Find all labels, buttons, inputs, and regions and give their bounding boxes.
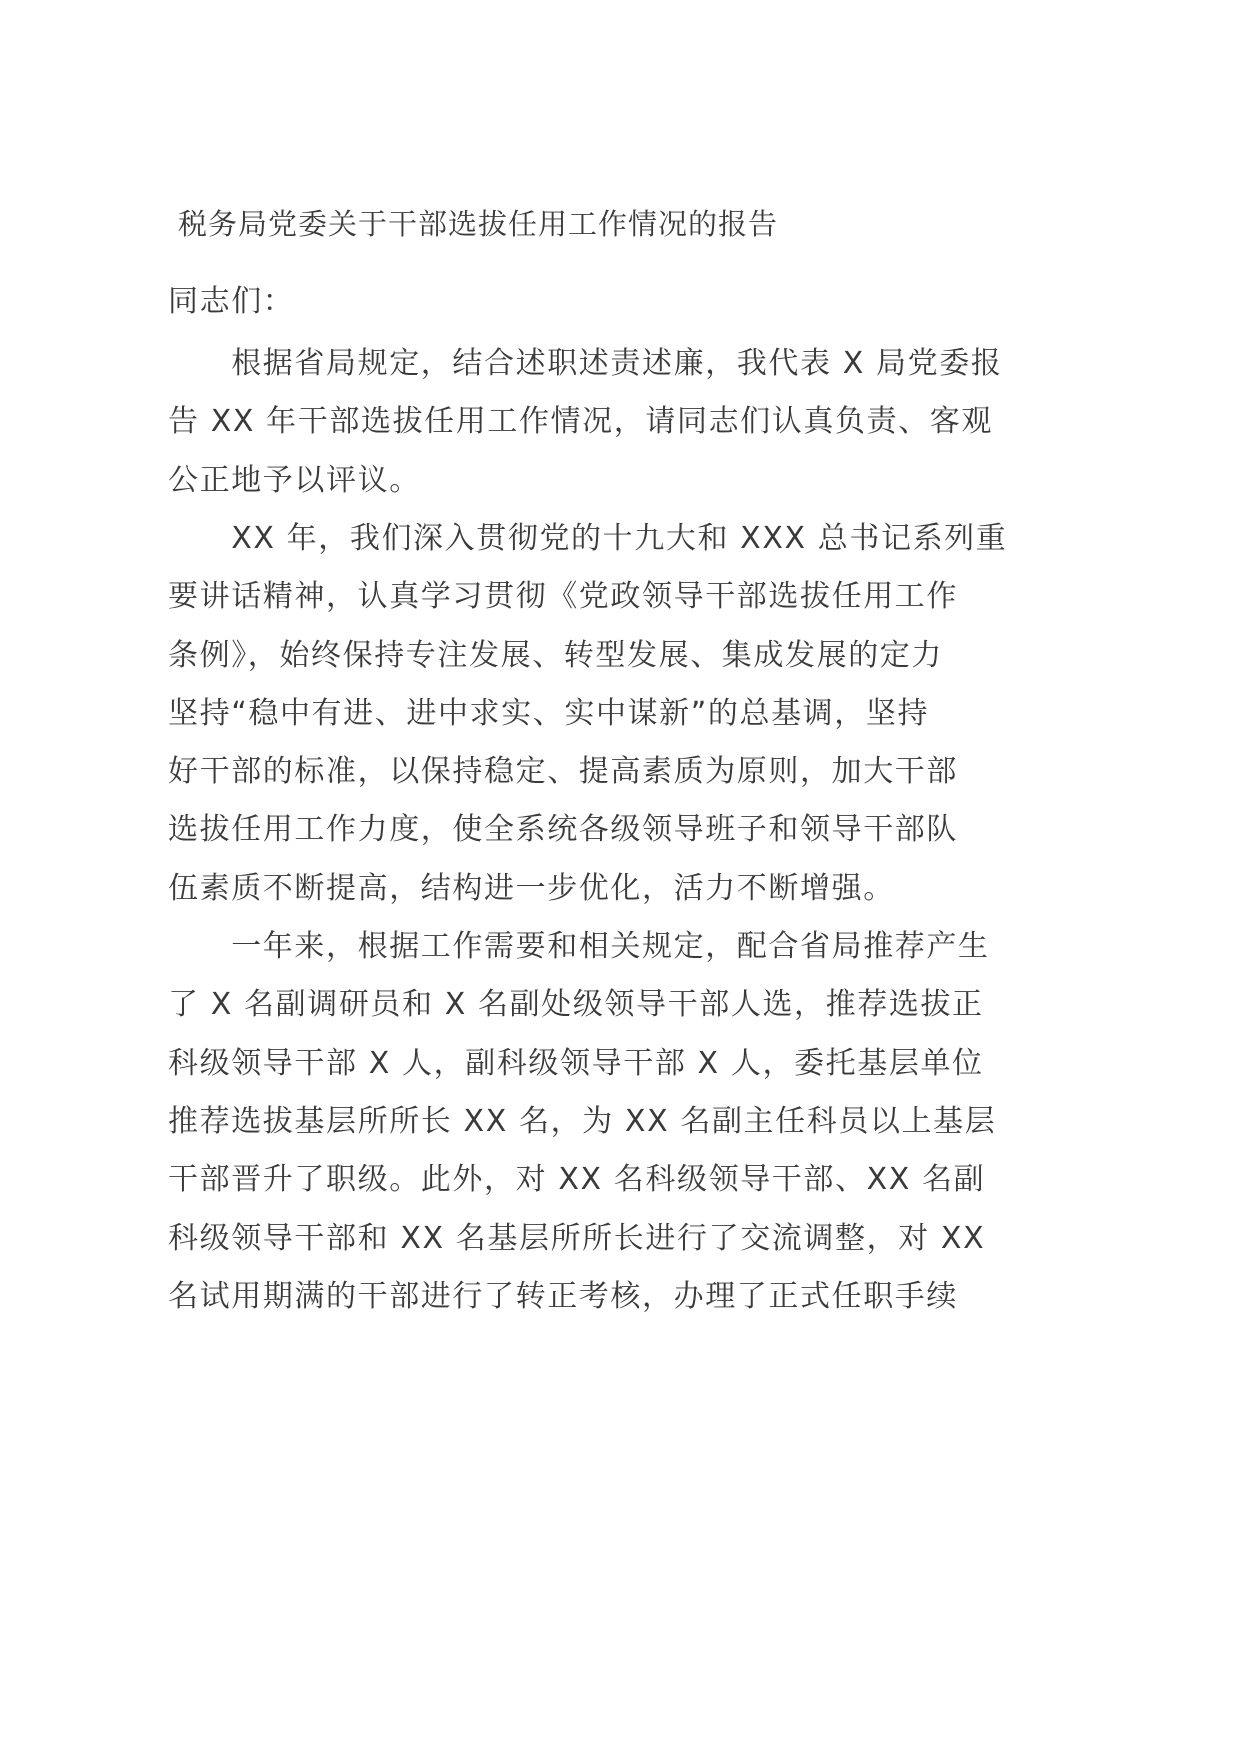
body-text-line: 干部晋升了职级。此外，对 XX 名科级领导干部、XX 名副 xyxy=(168,1162,986,1198)
body-text-line: 推荐选拔基层所所长 XX 名，为 XX 名副主任科员以上基层 xyxy=(168,1103,997,1139)
body-text-line: 名试用期满的干部进行了转正考核，办理了正式任职手续 xyxy=(168,1278,958,1314)
body-text-line: 公正地予以评议。 xyxy=(168,462,421,498)
body-text-line: 要讲话精神，认真学习贯彻《党政领导干部选拔任用工作 xyxy=(168,579,958,615)
body-text-line: XX 年，我们深入贯彻党的十九大和 XXX 总书记系列重 xyxy=(168,520,1008,556)
body-text-line: 条例》，始终保持专注发展、转型发展、集成发展的定力 xyxy=(168,637,943,673)
body-text-line: 选拔任用工作力度，使全系统各级领导班子和领导干部队 xyxy=(168,812,958,848)
body-text-line: 科级领导干部和 XX 名基层所所长进行了交流调整，对 XX xyxy=(168,1220,986,1256)
body-text-line: 告 XX 年干部选拔任用工作情况，请同志们认真负责、客观 xyxy=(168,404,993,440)
body-text-line: 了 X 名副调研员和 X 名副处级领导干部人选，推荐选拔正 xyxy=(168,987,984,1023)
body-text-line: 伍素质不断提高，结构进一步优化，活力不断增强。 xyxy=(168,870,895,906)
document-title: 税务局党委关于干部选拔任用工作情况的报告 xyxy=(178,207,779,241)
body-text-line: 一年来，根据工作需要和相关规定，配合省局推荐产生 xyxy=(168,929,990,964)
body-text-line: 根据省局规定，结合述职述责述廉，我代表 X 局党委报 xyxy=(168,346,1003,381)
salutation: 同志们： xyxy=(168,284,295,319)
body-text-line: 好干部的标准，以保持稳定、提高素质为原则，加大干部 xyxy=(168,754,958,790)
body-text-line: 坚持“稳中有进、进中求实、实中谋新”的总基调，坚持 xyxy=(168,695,930,731)
body-text-line: 科级领导干部 X 人，副科级领导干部 X 人，委托基层单位 xyxy=(168,1045,984,1081)
